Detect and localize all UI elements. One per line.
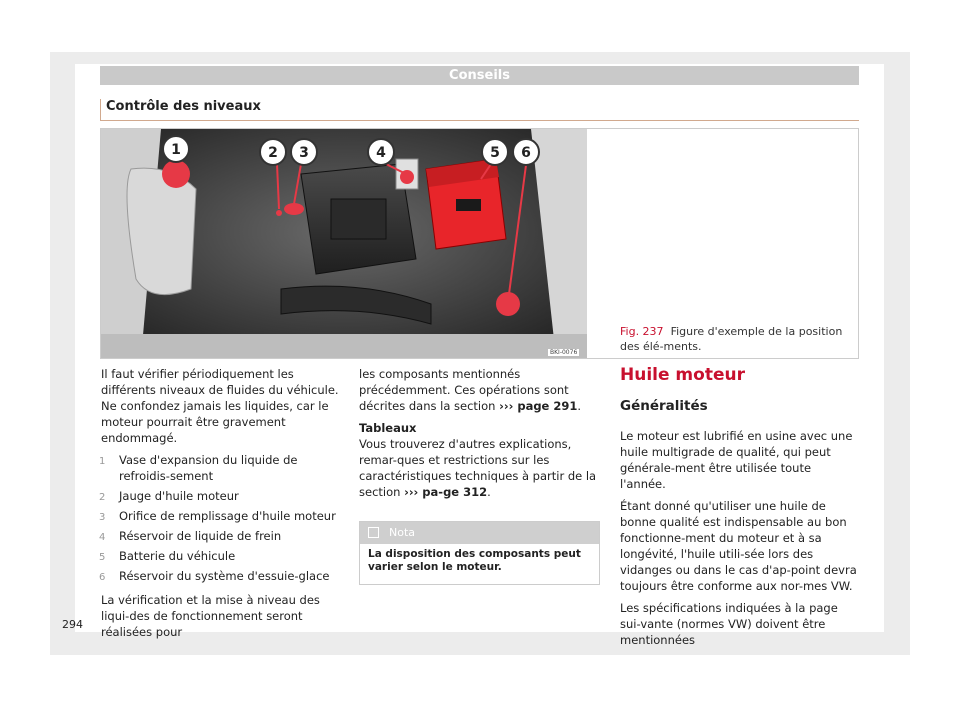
list-item: 5 Batterie du véhicule xyxy=(99,549,236,563)
svg-text:5: 5 xyxy=(490,145,500,161)
list-item: 4 Réservoir de liquide de frein xyxy=(99,529,282,543)
image-code: BKI-0076 xyxy=(550,349,578,356)
list-item: 2 Jauge d'huile moteur xyxy=(99,489,239,503)
list-item: 6 Réservoir du système d'essuie-glace xyxy=(99,569,330,583)
column-3 xyxy=(620,366,860,654)
svg-text:3: 3 xyxy=(299,145,309,161)
section-title: Contrôle des niveaux xyxy=(106,99,261,114)
note-body: La disposition des composants peut varier selon le moteur. xyxy=(368,548,581,573)
title-rule xyxy=(100,120,859,121)
figure-label: Fig. 237 xyxy=(620,325,664,338)
list-item: 3 Orifice de remplissage d'huile moteur xyxy=(99,509,336,523)
svg-text:4: 4 xyxy=(376,145,386,161)
heading-huile-moteur: Huile moteur xyxy=(620,365,745,385)
page-link[interactable]: ››› page 291 xyxy=(499,399,578,413)
note-header: Nota xyxy=(360,522,599,544)
continuation-paragraph: les composants mentionnés précédemment. Ces opérations sont décrites dans la section ››› page 291. xyxy=(359,367,582,413)
callout-3 xyxy=(291,139,317,165)
note-icon xyxy=(368,527,379,538)
component-list xyxy=(101,452,345,584)
tableaux-paragraph: Vous trouverez d'autres explications, remar-ques et restrictions sur les caractéristiques techniques à partir de la section ››› pa-ge 312. xyxy=(359,437,597,499)
callout-2 xyxy=(260,139,286,165)
engine-illustration xyxy=(101,129,587,358)
callout-6 xyxy=(513,139,539,165)
paragraph: Les spécifications indiquées à la page sui-vante (normes VW) doivent être mentionnées xyxy=(620,601,838,647)
heading-generalites: Généralités xyxy=(620,398,708,414)
svg-text:2: 2 xyxy=(268,145,278,161)
page-link[interactable]: ››› pa-ge 312 xyxy=(404,485,488,499)
paragraph: Le moteur est lubrifié en usine avec une huile multigrade de qualité, qui peut générale-ment être utilisée toute l'année. xyxy=(620,429,853,491)
callout-1 xyxy=(163,136,189,162)
outro-paragraph: La vérification et la mise à niveau des liqui-des de fonctionnement seront réalisées pour xyxy=(101,593,320,639)
paragraph: Étant donné qu'utiliser une huile de bonne qualité est indispensable au bon fonctionne-ment du moteur et à sa longévité, l'huile utili-sée lors des vidanges ou dans le cas d'ap-point devra toujours être conforme aux nor-mes VW. xyxy=(620,499,857,593)
svg-text:1: 1 xyxy=(171,142,181,158)
title-rule-tick xyxy=(100,99,101,121)
figure-caption-text: Figure d'exemple de la position des élé-ments. xyxy=(620,325,843,353)
page-number: 294 xyxy=(62,618,83,631)
note-box xyxy=(359,521,600,585)
column-2 xyxy=(359,366,599,506)
figure-caption xyxy=(620,324,850,354)
column-1 xyxy=(101,366,345,646)
subheading-tableaux: Tableaux xyxy=(359,421,417,435)
callout-5 xyxy=(482,139,508,165)
intro-paragraph: Il faut vérifier périodiquement les différents niveaux de fluides du véhicule. Ne confondez jamais les liquides, car le moteur pourrait être gravement endommagé. xyxy=(101,367,339,445)
callout-4 xyxy=(368,139,394,165)
engine-bay-photo xyxy=(101,129,587,358)
svg-text:6: 6 xyxy=(521,145,531,161)
list-item: 1 Vase d'expansion du liquide de refroidis-sement xyxy=(99,453,298,483)
chapter-band: Conseils xyxy=(100,66,859,85)
